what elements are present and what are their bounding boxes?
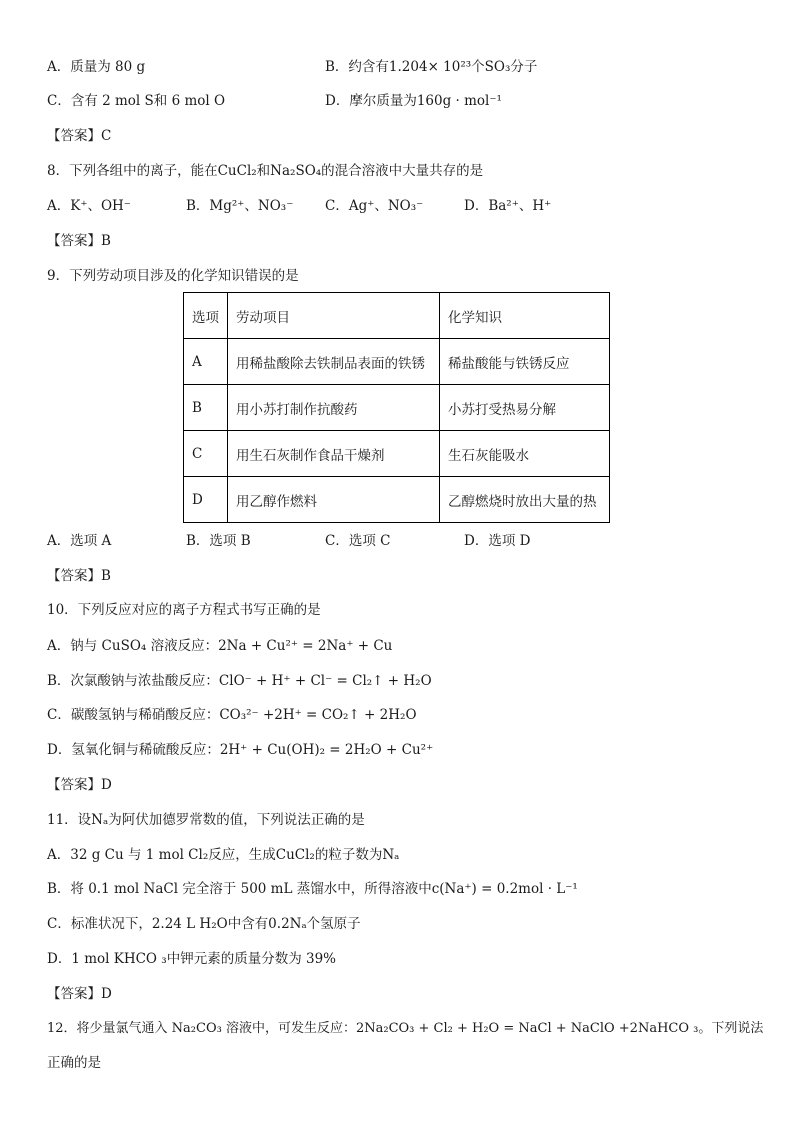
q7-option-d: D．摩尔质量为160g · mol⁻¹ — [325, 93, 502, 109]
q9-option-d: D．选项 D — [464, 533, 531, 549]
table-cell: 小苏打受热易分解 — [440, 385, 610, 431]
q10-option-a: A．钠与 CuSO₄ 溶液反应：2Na + Cu²⁺ = 2Na⁺ + Cu — [47, 638, 393, 654]
q9-stem: 9．下列劳动项目涉及的化学知识错误的是 — [47, 268, 299, 284]
table-cell: 用乙醇作燃料 — [228, 477, 440, 523]
q11-option-c: C．标准状况下，2.24 L H₂O中含有0.2Nₐ个氢原子 — [47, 916, 361, 932]
q8-option-a: A．K⁺、OH⁻ — [47, 198, 131, 214]
q7-option-c: C．含有 2 mol S和 6 mol O — [47, 93, 226, 109]
table-cell: 用小苏打制作抗酸药 — [228, 385, 440, 431]
table-header-cell: 劳动项目 — [228, 293, 440, 339]
table-header-row — [184, 293, 610, 339]
q11-stem: 11．设Nₐ为阿伏加德罗常数的值，下列说法正确的是 — [47, 812, 365, 828]
q8-stem: 8．下列各组中的离子，能在CuCl₂和Na₂SO₄的混合溶液中大量共存的是 — [47, 163, 484, 179]
table-cell: 用生石灰制作食品干燥剂 — [228, 431, 440, 477]
q12-stem-line-2: 正确的是 — [47, 1055, 101, 1071]
table-cell: 稀盐酸能与铁锈反应 — [440, 339, 610, 385]
table-cell: 乙醇燃烧时放出大量的热 — [440, 477, 610, 523]
q7-answer: 【答案】C — [47, 128, 112, 144]
q7-option-b: B．约含有1.204× 10²³个SO₃分子 — [325, 59, 538, 75]
q9-option-c: C．选项 C — [325, 533, 391, 549]
q10-option-b: B．次氯酸钠与浓盐酸反应：ClO⁻ + H⁺ + Cl⁻ = Cl₂↑ + H₂O — [47, 673, 432, 689]
q9-option-a: A．选项 A — [47, 533, 112, 549]
table-cell: 生石灰能吸水 — [440, 431, 610, 477]
q9-table — [183, 292, 610, 523]
q11-option-d: D．1 mol KHCO ₃中钾元素的质量分数为 39% — [47, 951, 336, 967]
table-cell: B — [184, 385, 228, 431]
table-cell: 用稀盐酸除去铁制品表面的铁锈 — [228, 339, 440, 385]
q11-option-b: B．将 0.1 mol NaCl 完全溶于 500 mL 蒸馏水中，所得溶液中c(Na⁺) = 0.2mol · L⁻¹ — [47, 881, 578, 897]
q8-option-d: D．Ba²⁺、H⁺ — [464, 198, 552, 214]
q10-option-d: D．氢氧化铜与稀硫酸反应：2H⁺ + Cu(OH)₂ = 2H₂O + Cu²⁺ — [47, 742, 434, 758]
table-header-cell: 选项 — [184, 293, 228, 339]
table-header-cell: 化学知识 — [440, 293, 610, 339]
q8-option-b: B．Mg²⁺、NO₃⁻ — [186, 198, 294, 214]
table-row — [184, 477, 610, 523]
q9-answer: 【答案】B — [47, 568, 111, 584]
table-cell: D — [184, 477, 228, 523]
table-row — [184, 339, 610, 385]
q12-stem-line-1: 12．将少量氯气通入 Na₂CO₃ 溶液中，可发生反应：2Na₂CO₃ + Cl₂ + H₂O = NaCl + NaClO +2NaHCO ₃。下列说法 — [47, 1021, 764, 1036]
q10-option-c: C．碳酸氢钠与稀硝酸反应：CO₃²⁻ +2H⁺ = CO₂↑ + 2H₂O — [47, 707, 417, 723]
q8-answer: 【答案】B — [47, 233, 111, 249]
q11-answer: 【答案】D — [47, 986, 112, 1002]
table-cell: C — [184, 431, 228, 477]
table-row — [184, 431, 610, 477]
q10-stem: 10．下列反应对应的离子方程式书写正确的是 — [47, 602, 321, 618]
table-cell: A — [184, 339, 228, 385]
table-row — [184, 385, 610, 431]
q10-answer: 【答案】D — [47, 777, 112, 793]
q9-option-b: B．选项 B — [186, 533, 251, 549]
q8-option-c: C．Ag⁺、NO₃⁻ — [325, 198, 424, 214]
q11-option-a: A．32 g Cu 与 1 mol Cl₂反应，生成CuCl₂的粒子数为Nₐ — [47, 847, 400, 863]
q7-option-a: A．质量为 80 g — [47, 59, 146, 75]
